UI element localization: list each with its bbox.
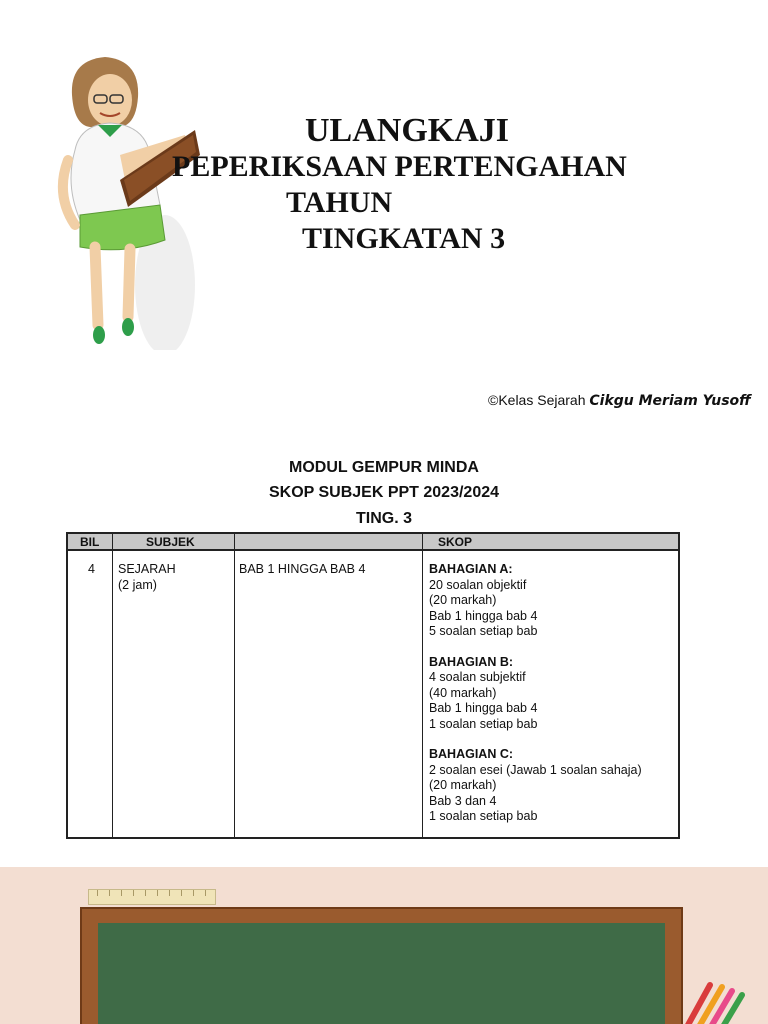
section-line: Bab 1 hingga bab 4 [429,608,538,623]
slide-title [0,0,768,440]
level-heading: TING. 3 [355,510,412,527]
section-title: BAHAGIAN B: [429,654,514,669]
ruler-icon [88,889,216,905]
credit-line [488,392,751,409]
colored-pencils-icon [680,975,760,1024]
cell-subject [118,562,176,593]
section-c [429,747,642,825]
section-title: BAHAGIAN A: [429,562,513,576]
subject-duration: (2 jam) [118,577,157,592]
column-divider [112,534,113,837]
subject-name: SEJARAH [118,562,176,576]
scope-table [66,532,680,839]
chalkboard-illustration [80,907,683,1024]
column-divider [422,534,423,837]
teacher-with-book-illustration [50,55,210,350]
cell-scope [429,562,642,840]
section-line: Bab 3 dan 4 [429,793,497,808]
title-line-4: TINGKATAN 3 [302,222,506,255]
credit-author: Cikgu Meriam Yusoff [589,393,751,409]
section-title: BAHAGIAN C: [429,747,514,761]
section-line: (40 markah) [429,685,497,700]
slide-scope-table [0,440,768,865]
section-line: (20 markah) [429,778,497,792]
scope-heading: SKOP SUBJEK PPT 2023/2024 [268,484,500,501]
header-skop: SKOP [438,535,473,549]
cell-chapters: BAB 1 HINGGA BAB 4 [239,562,366,576]
credit-prefix: ©Kelas Sejarah [488,392,590,408]
title-line-3: TAHUN [286,186,393,219]
slide-chalkboard [0,867,768,1024]
section-line: 5 soalan setiap bab [429,624,538,638]
chalkboard-surface [98,923,665,1024]
section-line: 2 soalan esei (Jawab 1 soalan sahaja) [429,762,642,777]
title-line-2: PEPERIKSAAN PERTENGAHAN [172,150,627,183]
section-line: 1 soalan setiap bab [429,809,538,823]
section-line: 4 soalan subjektif [429,670,526,684]
section-line: Bab 1 hingga bab 4 [429,701,538,715]
header-bil: BIL [80,535,100,549]
section-line: (20 markah) [429,593,497,607]
section-b [429,655,642,733]
section-a [429,562,642,640]
section-line: 1 soalan setiap bab [429,716,538,731]
header-subjek: SUBJEK [146,535,195,549]
module-heading: MODUL GEMPUR MINDA [289,459,479,476]
column-divider [234,534,235,837]
title-line-1: ULANGKAJI [305,112,510,149]
section-line: 20 soalan objektif [429,577,527,592]
cell-bil: 4 [88,562,95,576]
